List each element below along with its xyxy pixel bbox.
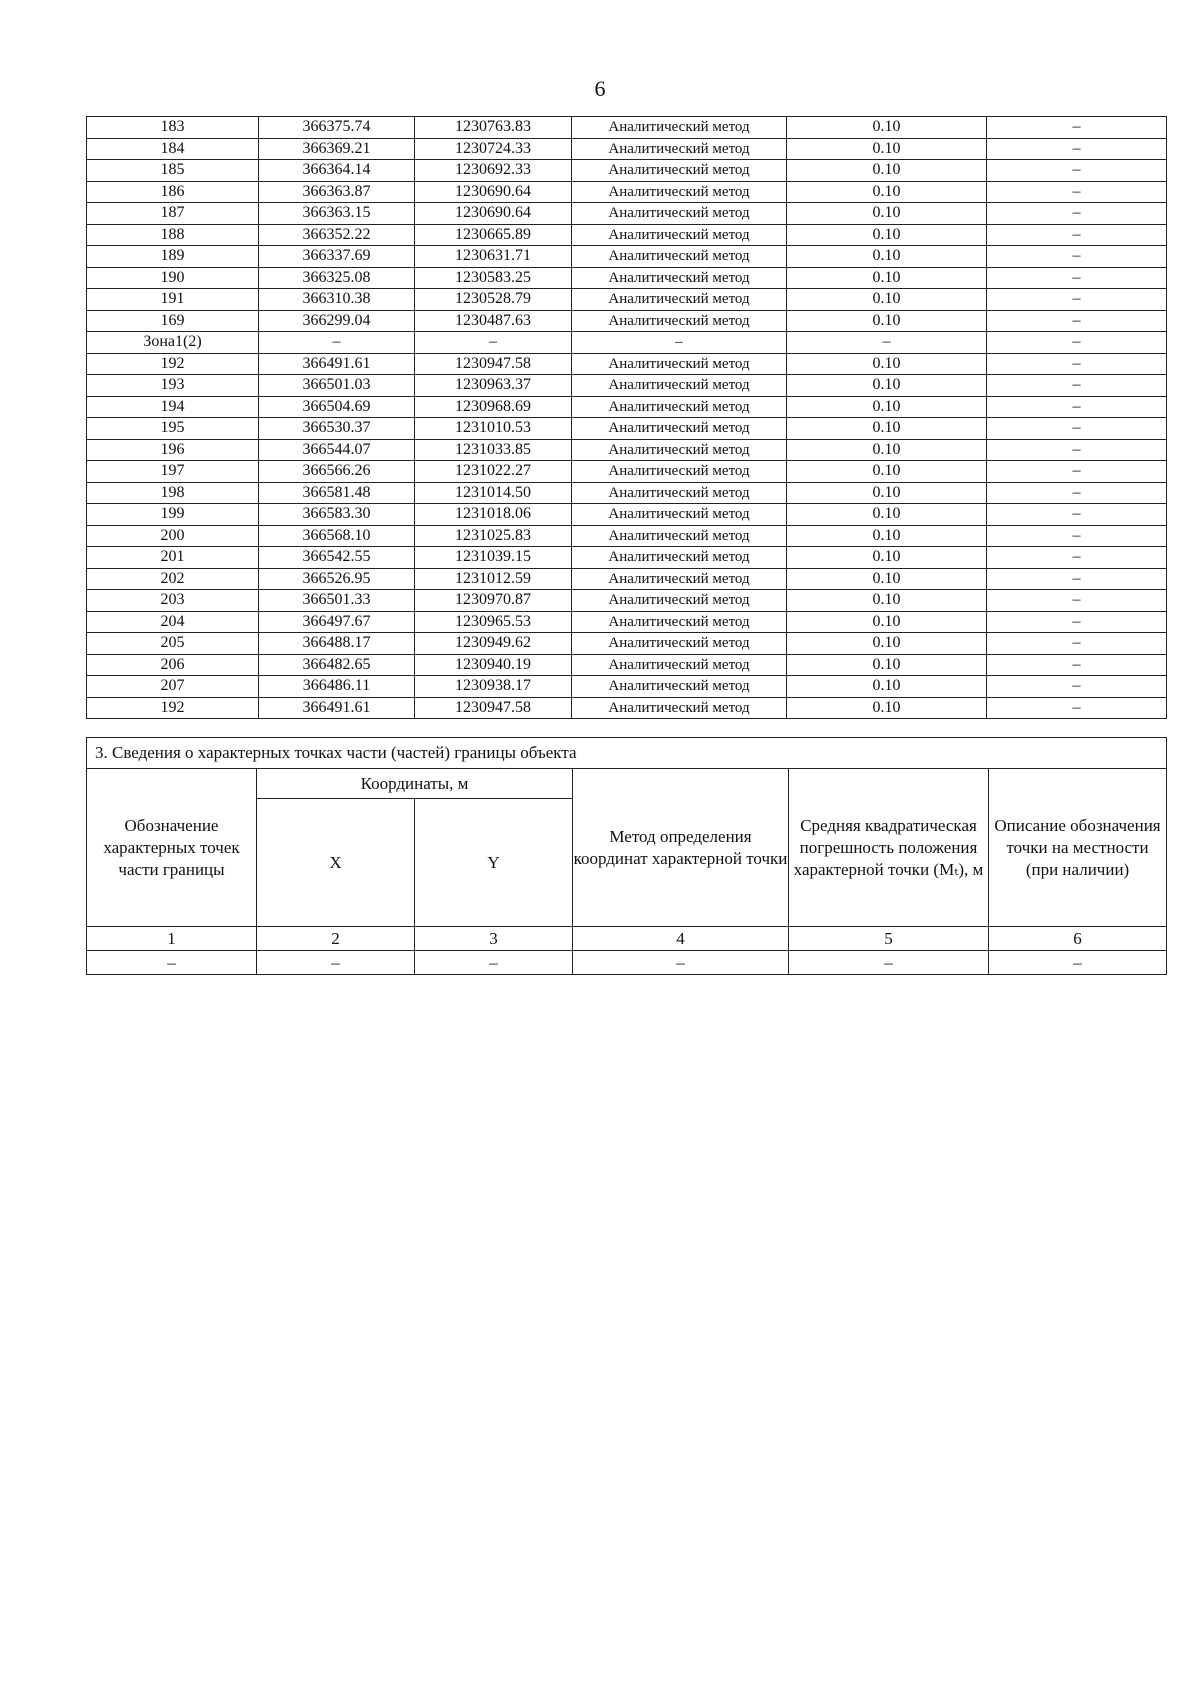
description-cell: – <box>987 504 1167 526</box>
y-cell: 1230968.69 <box>415 396 572 418</box>
table-row <box>87 568 1167 590</box>
method-cell: Аналитический метод <box>572 461 787 483</box>
error-cell: 0.10 <box>787 353 987 375</box>
x-cell: 366482.65 <box>259 654 415 676</box>
method-cell: Аналитический метод <box>572 525 787 547</box>
table-row <box>87 203 1167 225</box>
description-cell: – <box>987 568 1167 590</box>
table-row <box>87 289 1167 311</box>
description-cell: – <box>987 138 1167 160</box>
header-coordinates: Координаты, м <box>257 769 573 799</box>
y-cell: 1231025.83 <box>415 525 572 547</box>
description-cell: – <box>987 461 1167 483</box>
method-cell: Аналитический метод <box>572 181 787 203</box>
y-cell: 1230949.62 <box>415 633 572 655</box>
description-cell: – <box>987 160 1167 182</box>
method-cell: Аналитический метод <box>572 504 787 526</box>
table-row <box>87 310 1167 332</box>
x-cell: 366526.95 <box>259 568 415 590</box>
description-cell: – <box>987 353 1167 375</box>
table-row <box>87 611 1167 633</box>
point-cell: 192 <box>87 353 259 375</box>
point-cell: Зона1(2) <box>87 332 259 354</box>
point-cell: 201 <box>87 547 259 569</box>
error-cell: 0.10 <box>787 590 987 612</box>
y-cell: 1230583.25 <box>415 267 572 289</box>
error-cell: 0.10 <box>787 289 987 311</box>
method-cell: Аналитический метод <box>572 568 787 590</box>
x-cell: 366501.03 <box>259 375 415 397</box>
y-cell: 1230724.33 <box>415 138 572 160</box>
x-cell: 366544.07 <box>259 439 415 461</box>
point-cell: 169 <box>87 310 259 332</box>
table-row <box>87 138 1167 160</box>
table-row <box>87 525 1167 547</box>
error-cell: 0.10 <box>787 439 987 461</box>
y-cell: 1230940.19 <box>415 654 572 676</box>
x-cell: 366352.22 <box>259 224 415 246</box>
error-cell: 0.10 <box>787 138 987 160</box>
point-cell: 198 <box>87 482 259 504</box>
error-cell: 0.10 <box>787 267 987 289</box>
error-cell: – <box>787 332 987 354</box>
point-cell: 194 <box>87 396 259 418</box>
description-cell: – <box>987 267 1167 289</box>
empty-cell: – <box>573 951 789 975</box>
table-row <box>87 246 1167 268</box>
method-cell: Аналитический метод <box>572 267 787 289</box>
y-cell: 1231018.06 <box>415 504 572 526</box>
point-cell: 196 <box>87 439 259 461</box>
table-row <box>87 181 1167 203</box>
error-cell: 0.10 <box>787 246 987 268</box>
description-cell: – <box>987 611 1167 633</box>
table-row <box>87 633 1167 655</box>
description-cell: – <box>987 181 1167 203</box>
description-cell: – <box>987 375 1167 397</box>
description-cell: – <box>987 289 1167 311</box>
method-cell: Аналитический метод <box>572 375 787 397</box>
table-row <box>87 332 1167 354</box>
header-method: Метод определения координат характерной точки <box>573 769 789 927</box>
table-row <box>87 160 1167 182</box>
description-cell: – <box>987 332 1167 354</box>
method-cell: Аналитический метод <box>572 547 787 569</box>
x-cell: 366364.14 <box>259 160 415 182</box>
description-cell: – <box>987 310 1167 332</box>
empty-cell: – <box>989 951 1167 975</box>
point-cell: 183 <box>87 117 259 139</box>
table-row <box>87 504 1167 526</box>
table-row <box>87 267 1167 289</box>
point-cell: 184 <box>87 138 259 160</box>
point-cell: 192 <box>87 697 259 719</box>
error-cell: 0.10 <box>787 568 987 590</box>
method-cell: Аналитический метод <box>572 224 787 246</box>
table-row <box>87 482 1167 504</box>
page-number: 6 <box>594 76 606 101</box>
error-cell: 0.10 <box>787 611 987 633</box>
y-cell: 1230692.33 <box>415 160 572 182</box>
point-cell: 189 <box>87 246 259 268</box>
method-cell: Аналитический метод <box>572 590 787 612</box>
error-cell: 0.10 <box>787 396 987 418</box>
x-cell: 366566.26 <box>259 461 415 483</box>
point-cell: 197 <box>87 461 259 483</box>
error-cell: 0.10 <box>787 676 987 698</box>
y-cell: 1230528.79 <box>415 289 572 311</box>
description-cell: – <box>987 117 1167 139</box>
method-cell: Аналитический метод <box>572 654 787 676</box>
table-row <box>87 117 1167 139</box>
x-cell: 366363.87 <box>259 181 415 203</box>
description-cell: – <box>987 396 1167 418</box>
table-row <box>87 439 1167 461</box>
x-cell: 366497.67 <box>259 611 415 633</box>
empty-cell: – <box>257 951 415 975</box>
point-cell: 193 <box>87 375 259 397</box>
section3-table <box>86 737 1167 975</box>
table-row <box>87 654 1167 676</box>
point-cell: 204 <box>87 611 259 633</box>
description-cell: – <box>987 439 1167 461</box>
column-number: 4 <box>573 927 789 951</box>
y-cell: 1230965.53 <box>415 611 572 633</box>
description-cell: – <box>987 203 1167 225</box>
x-cell: 366491.61 <box>259 353 415 375</box>
header-error: Средняя квадратическая погрешность положения характерной точки (Mₜ), м <box>789 769 989 927</box>
column-number: 2 <box>257 927 415 951</box>
y-cell: 1230487.63 <box>415 310 572 332</box>
y-cell: 1231012.59 <box>415 568 572 590</box>
point-cell: 203 <box>87 590 259 612</box>
error-cell: 0.10 <box>787 697 987 719</box>
table-row <box>87 375 1167 397</box>
error-cell: 0.10 <box>787 224 987 246</box>
description-cell: – <box>987 676 1167 698</box>
empty-cell: – <box>87 951 257 975</box>
description-cell: – <box>987 224 1167 246</box>
error-cell: 0.10 <box>787 654 987 676</box>
error-cell: 0.10 <box>787 310 987 332</box>
table-row <box>87 697 1167 719</box>
table-row <box>87 418 1167 440</box>
column-number: 1 <box>87 927 257 951</box>
method-cell: Аналитический метод <box>572 289 787 311</box>
error-cell: 0.10 <box>787 633 987 655</box>
x-cell: 366325.08 <box>259 267 415 289</box>
point-cell: 187 <box>87 203 259 225</box>
x-cell: 366491.61 <box>259 697 415 719</box>
y-cell: 1230970.87 <box>415 590 572 612</box>
description-cell: – <box>987 590 1167 612</box>
y-cell: – <box>415 332 572 354</box>
y-cell: 1230763.83 <box>415 117 572 139</box>
column-number: 3 <box>415 927 573 951</box>
point-cell: 185 <box>87 160 259 182</box>
error-cell: 0.10 <box>787 418 987 440</box>
point-cell: 207 <box>87 676 259 698</box>
y-cell: 1231014.50 <box>415 482 572 504</box>
table-row <box>87 547 1167 569</box>
method-cell: Аналитический метод <box>572 611 787 633</box>
x-cell: 366375.74 <box>259 117 415 139</box>
method-cell: Аналитический метод <box>572 396 787 418</box>
column-number: 6 <box>989 927 1167 951</box>
method-cell: Аналитический метод <box>572 310 787 332</box>
point-cell: 195 <box>87 418 259 440</box>
method-cell: Аналитический метод <box>572 160 787 182</box>
x-cell: 366299.04 <box>259 310 415 332</box>
method-cell: – <box>572 332 787 354</box>
error-cell: 0.10 <box>787 117 987 139</box>
method-cell: Аналитический метод <box>572 697 787 719</box>
error-cell: 0.10 <box>787 375 987 397</box>
point-cell: 186 <box>87 181 259 203</box>
x-cell: 366581.48 <box>259 482 415 504</box>
point-cell: 202 <box>87 568 259 590</box>
description-cell: – <box>987 482 1167 504</box>
point-cell: 190 <box>87 267 259 289</box>
x-cell: 366501.33 <box>259 590 415 612</box>
x-cell: – <box>259 332 415 354</box>
description-cell: – <box>987 525 1167 547</box>
y-cell: 1230690.64 <box>415 181 572 203</box>
description-cell: – <box>987 654 1167 676</box>
y-cell: 1231039.15 <box>415 547 572 569</box>
empty-cell: – <box>415 951 573 975</box>
description-cell: – <box>987 246 1167 268</box>
table-row <box>87 676 1167 698</box>
y-cell: 1230665.89 <box>415 224 572 246</box>
y-cell: 1230947.58 <box>415 697 572 719</box>
description-cell: – <box>987 418 1167 440</box>
x-cell: 366337.69 <box>259 246 415 268</box>
point-cell: 199 <box>87 504 259 526</box>
description-cell: – <box>987 697 1167 719</box>
x-cell: 366310.38 <box>259 289 415 311</box>
x-cell: 366486.11 <box>259 676 415 698</box>
y-cell: 1230631.71 <box>415 246 572 268</box>
method-cell: Аналитический метод <box>572 138 787 160</box>
x-cell: 366369.21 <box>259 138 415 160</box>
method-cell: Аналитический метод <box>572 439 787 461</box>
x-cell: 366488.17 <box>259 633 415 655</box>
point-cell: 191 <box>87 289 259 311</box>
x-cell: 366530.37 <box>259 418 415 440</box>
y-cell: 1231010.53 <box>415 418 572 440</box>
error-cell: 0.10 <box>787 461 987 483</box>
method-cell: Аналитический метод <box>572 203 787 225</box>
error-cell: 0.10 <box>787 525 987 547</box>
error-cell: 0.10 <box>787 482 987 504</box>
y-cell: 1230938.17 <box>415 676 572 698</box>
column-number: 5 <box>789 927 989 951</box>
y-cell: 1230947.58 <box>415 353 572 375</box>
point-cell: 205 <box>87 633 259 655</box>
error-cell: 0.10 <box>787 160 987 182</box>
error-cell: 0.10 <box>787 547 987 569</box>
x-cell: 366568.10 <box>259 525 415 547</box>
method-cell: Аналитический метод <box>572 418 787 440</box>
y-cell: 1231033.85 <box>415 439 572 461</box>
table-row <box>87 353 1167 375</box>
coordinates-table <box>86 116 1167 719</box>
table-row <box>87 461 1167 483</box>
error-cell: 0.10 <box>787 203 987 225</box>
x-cell: 366542.55 <box>259 547 415 569</box>
point-cell: 200 <box>87 525 259 547</box>
description-cell: – <box>987 633 1167 655</box>
method-cell: Аналитический метод <box>572 117 787 139</box>
empty-cell: – <box>789 951 989 975</box>
method-cell: Аналитический метод <box>572 676 787 698</box>
description-cell: – <box>987 547 1167 569</box>
header-y: Y <box>415 799 573 927</box>
y-cell: 1231022.27 <box>415 461 572 483</box>
section3-title: 3. Сведения о характерных точках части (частей) границы объекта <box>87 738 1167 769</box>
table-row <box>87 224 1167 246</box>
method-cell: Аналитический метод <box>572 482 787 504</box>
table-row <box>87 590 1167 612</box>
header-designation: Обозначение характерных точек части границы <box>87 769 257 927</box>
header-x: X <box>257 799 415 927</box>
header-description: Описание обозначения точки на местности (при наличии) <box>989 769 1167 927</box>
x-cell: 366504.69 <box>259 396 415 418</box>
point-cell: 188 <box>87 224 259 246</box>
y-cell: 1230963.37 <box>415 375 572 397</box>
method-cell: Аналитический метод <box>572 353 787 375</box>
error-cell: 0.10 <box>787 504 987 526</box>
table-row <box>87 396 1167 418</box>
error-cell: 0.10 <box>787 181 987 203</box>
method-cell: Аналитический метод <box>572 246 787 268</box>
x-cell: 366363.15 <box>259 203 415 225</box>
method-cell: Аналитический метод <box>572 633 787 655</box>
point-cell: 206 <box>87 654 259 676</box>
x-cell: 366583.30 <box>259 504 415 526</box>
y-cell: 1230690.64 <box>415 203 572 225</box>
